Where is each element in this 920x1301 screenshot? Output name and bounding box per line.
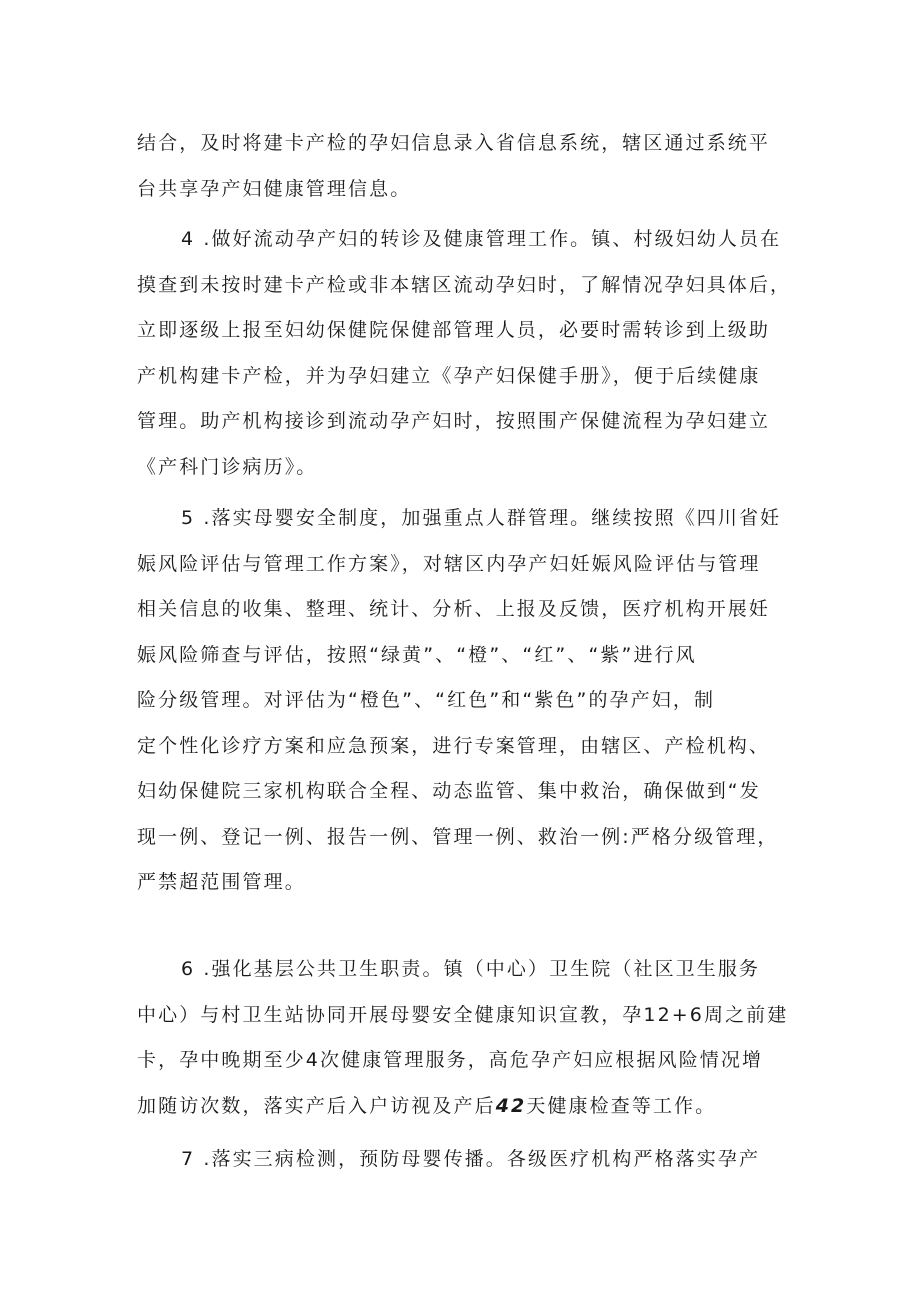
paragraph-5-heading-line: 5 .落实母婴安全制度，加强重点人群管理。继续按照《四川省妊 [181, 507, 782, 529]
text-line: 相关信息的收集、整理、统计、分析、上报及反馈，医疗机构开展妊 [137, 598, 771, 620]
text-line: 结合，及时将建卡产检的孕妇信息录入省信息系统，辖区通过系统平 [137, 132, 771, 154]
paragraph-7 [137, 1137, 805, 1183]
text-line: 《产科门诊病历》。 [137, 455, 318, 478]
text-line: 娠风险评估与管理工作方案》，对辖区内孕产妇妊娠风险评估与管理 [137, 552, 761, 575]
text-line: 摸查到未按时建卡产检或非本辖区流动孕妇时，了解情况孕妇具体后， [137, 273, 792, 296]
text-segment: 天健康检查等工作。 [526, 1094, 717, 1117]
emphasized-number: 42 [495, 1094, 527, 1117]
text-line: 险分级管理。对评估为“橙色”、“红色”和“紫色”的孕产妇，制 [137, 689, 716, 711]
text-line: 台共享孕产妇健康管理信息。 [137, 177, 412, 200]
text-line: 定个性化诊疗方案和应急预案，进行专案管理，由辖区、产检机构、 [137, 734, 771, 757]
text-line: 娠风险筛查与评估，按照“绿黄”、“橙”、“红”、“紫”进行风 [137, 643, 697, 666]
text-line: 现一例、登记一例、报告一例、管理一例、救治一例:严格分级管理， [137, 825, 779, 848]
paragraph-7-heading-line: 7 .落实三病检测，预防母婴传播。各级医疗机构严格落实孕产 [181, 1148, 761, 1170]
paragraph-6-heading-line: 6 .强化基层公共卫生职责。镇（中心）卫生院（社区卫生服务 [181, 958, 761, 980]
paragraph-6 [137, 947, 805, 1129]
paragraph-5 [137, 496, 805, 906]
text-line: 立即逐级上报至妇幼保健院保健部管理人员，必要时需转诊到上级助 [137, 319, 771, 341]
text-line: 严禁超范围管理。 [137, 871, 306, 893]
text-segment: 加随访次数，落实产后入户访视及产后 [137, 1094, 496, 1117]
text-line: 产机构建卡产检，并为孕妇建立《孕产妇保健手册》，便于后续健康 [137, 364, 761, 387]
text-line: 管理。助产机构接诊到流动孕产妇时，按照围产保健流程为孕妇建立 [137, 410, 771, 432]
paragraph-4 [137, 217, 805, 490]
paragraph-3-continuation [137, 121, 805, 212]
text-line: 妇幼保健院三家机构联合全程、动态监管、集中救治，确保做到“发 [137, 780, 761, 802]
text-line: 中心）与村卫生站协同开展母婴安全健康知识宣教，孕12+6周之前建 [137, 1003, 789, 1026]
text-line: 卡，孕中晚期至少4次健康管理服务，高危孕产妇应根据风险情况增 [137, 1049, 764, 1071]
text-line-with-emphasis [137, 1084, 805, 1130]
paragraph-4-heading-line: 4 .做好流动孕产妇的转诊及健康管理工作。镇、村级妇幼人员在 [181, 228, 782, 250]
